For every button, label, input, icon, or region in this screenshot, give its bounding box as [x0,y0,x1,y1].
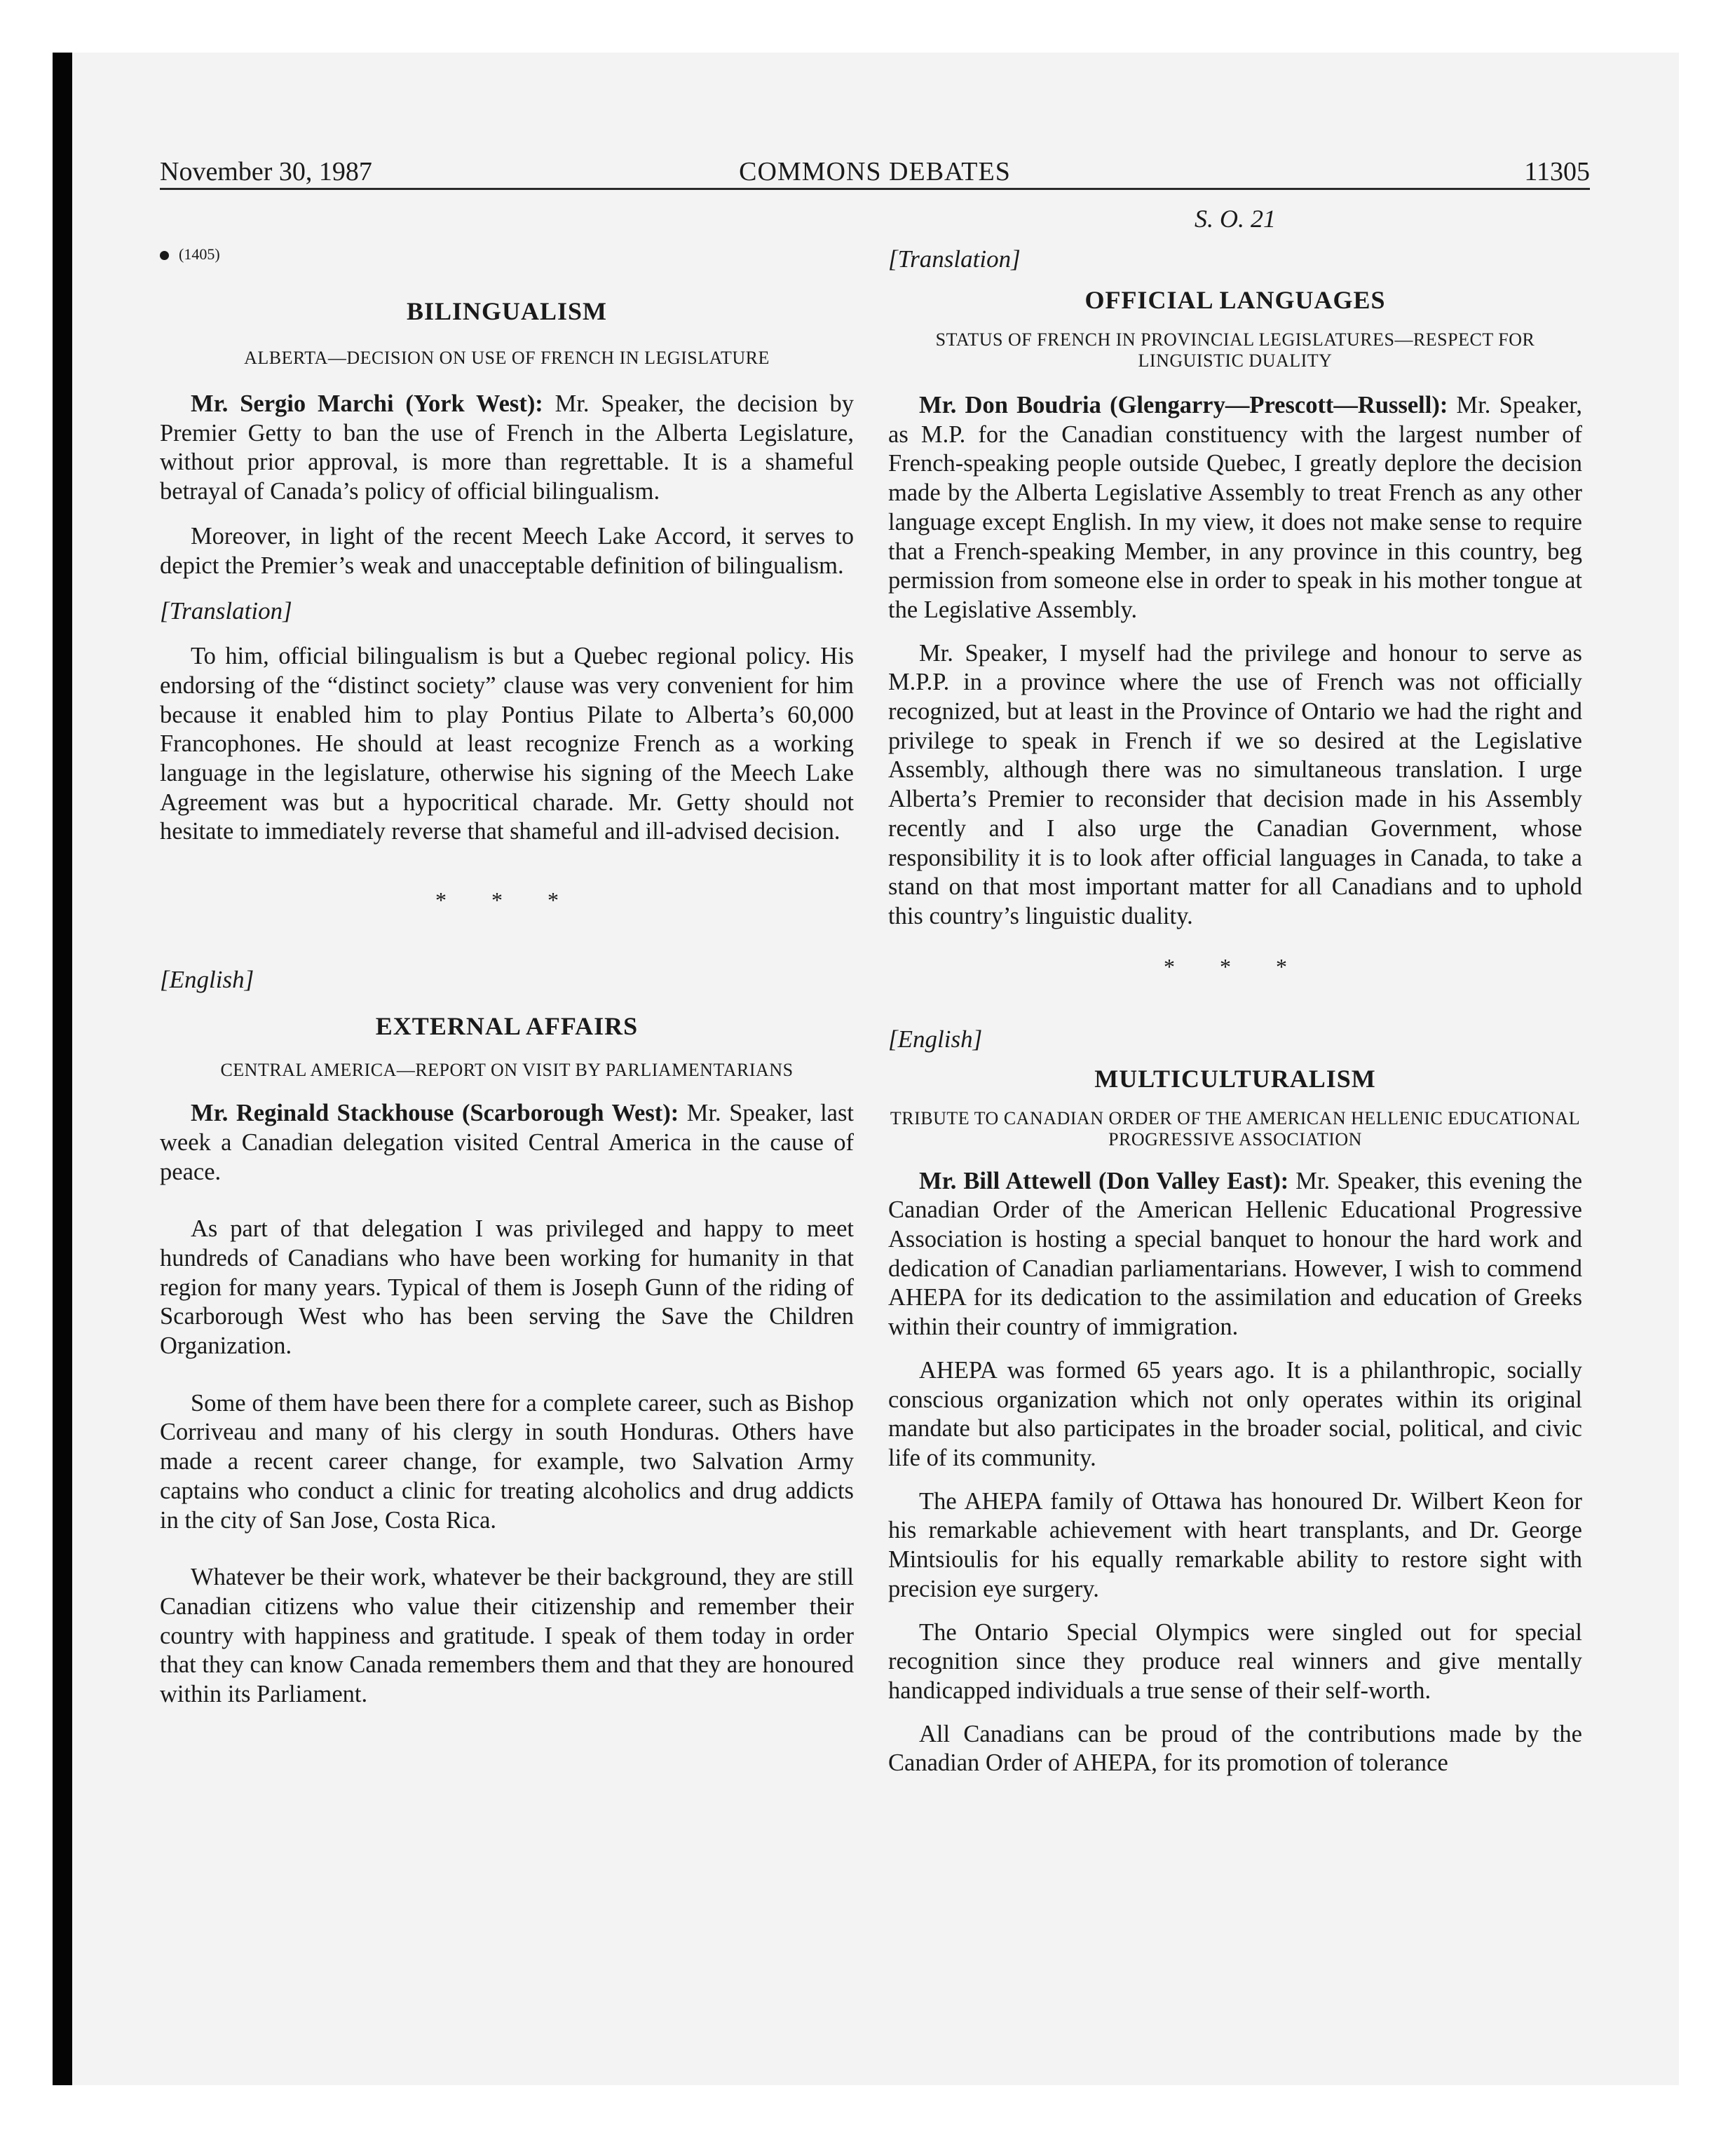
speech-paragraph [160,390,854,507]
speech-paragraph [888,1167,1582,1342]
subheading-alberta-decision: ALBERTA—DECISION ON USE OF FRENCH IN LEGISLATURE [244,348,770,368]
speech-paragraph [160,1099,854,1187]
section-heading-external-affairs: EXTERNAL AFFAIRS [375,1012,639,1041]
section-heading-multiculturalism: MULTICULTURALISM [1094,1064,1376,1093]
running-head [160,156,1590,188]
section-separator-stars: * * * [435,887,578,913]
translation-tag: [Translation] [160,597,292,625]
subheading-ahepa-tribute: TRIBUTE TO CANADIAN ORDER OF THE AMERICAN HELLENIC EDUCATIONAL PROGRESSIVE ASSOCIATION [890,1107,1581,1149]
speech-paragraph: As part of that delegation I was privileged and happy to meet hundreds of Canadians who have been working for humanity in that region for many years. Typical of them is Joseph Gunn of the riding of Scarborough West who has been serving the Save the Children Organization. [160,1215,854,1360]
header-page-number: 11305 [1524,157,1590,186]
speech-paragraph: Whatever be their work, whatever be their background, they are still Canadian citizens who value their citizenship and remember their country with happiness and gratitude. I speak of them today in order that they can know Canada remembers them and that they are honoured within its Parliament. [160,1564,854,1708]
section-separator-stars: * * * [1164,953,1307,979]
bullet-dot-icon [160,251,169,260]
speech-text: Mr. Speaker, as M.P. for the Canadian constituency with the largest number of French-speaking people outside Quebec, I greatly deplore the decision made by the Alberta Legislative Assembly to treat French as any other language except English. In my view, it does not make sense to require that a French-speaking Member, in any province in this country, beg permission from someone else in order to speak in his mother tongue at the Legislative Assembly. [888,392,1583,623]
standing-order-label: S. O. 21 [1195,205,1276,233]
speech-paragraph: The Ontario Special Olympics were singled out for special recognition since they produce real winners and give mentally handicapped individuals a true sense of their self-worth. [888,1618,1582,1704]
section-heading-bilingualism: BILINGUALISM [406,297,608,325]
speech-paragraph: All Canadians can be proud of the contributions made by the Canadian Order of AHEPA, for its promotion of tolerance [888,1720,1582,1777]
speech-paragraph [888,391,1582,625]
language-tag-english: [English] [888,1025,983,1053]
speaker-name: Mr. Bill Attewell (Don Valley East): [919,1167,1289,1194]
section-heading-official-languages: OFFICIAL LANGUAGES [1084,286,1386,314]
speaker-name: Mr. Don Boudria (Glengarry—Prescott—Russell): [919,392,1448,418]
right-column [888,203,1582,1778]
speech-paragraph: The AHEPA family of Ottawa has honoured Dr. Wilbert Keon for his remarkable achievement with heart transplants, and Dr. George Mintsioulis for his equally remarkable ability to restore sight with precision eye surgery. [888,1487,1582,1602]
speech-paragraph: To him, official bilingualism is but a Quebec regional policy. His endorsing of the “distinct society” clause was very convenient for him because it enabled him to play Pontius Pilate to Alberta’s 60,000 Francophones. He should at least recognize French as a working language in the legislature, otherwise his signing of the Meech Lake Agreement was but a hypocritical charade. Mr. Getty should not hesitate to immediately reverse that shameful and ill-advised decision. [160,643,854,845]
scan-edge-shadow [53,53,72,2085]
header-date: November 30, 1987 [160,157,372,186]
speaker-name: Mr. Reginald Stackhouse (Scarborough West): [191,1100,679,1127]
speaker-name: Mr. Sergio Marchi (York West): [191,390,543,417]
header-journal-title: COMMONS DEBATES [739,157,1011,186]
speech-paragraph: AHEPA was formed 65 years ago. It is a philanthropic, socially conscious organization which not only operates within its original mandate but also participates in the broader social, political, and civic life of its community. [888,1356,1582,1471]
speech-paragraph: Moreover, in light of the recent Meech Lake Accord, it serves to depict the Premier’s weak and unacceptable definition of bilingualism. [160,522,854,579]
speech-paragraph: Some of them have been there for a complete career, such as Bishop Corriveau and many of his clergy in south Honduras. Others have made a recent career change, for example, two Salvation Army captains who conduct a clinic for treating alcoholics and drug addicts in the city of San Jose, Costa Rica. [160,1389,854,1534]
speech-text: Mr. Speaker, this evening the Canadian Order of the American Hellenic Educational Progressive Association is hosting a special banquet to honour the hard work and dedication of Canadian parliamentarians. However, I wish to commend AHEPA for its dedication to the assimilation and education of Greeks within their country of immigration. [888,1167,1583,1341]
speech-paragraph: Mr. Speaker, I myself had the privilege and honour to serve as M.P.P. in a province where the use of French was not officially recognized, but at least in the Province of Ontario we had the right and privilege to speak in French if we so desired at the Legislative Assembly, although there was no simultaneous translation. I urge Alberta’s Premier to reconsider that decision made in his Assembly recently and I also urge the Canadian Government, whose responsibility it is to look after official languages in Canada, to take a stand on that most important matter for all Canadians and to uphold this country’s linguistic duality. [888,639,1582,929]
header-rule [160,188,1590,190]
language-tag-english: [English] [160,966,254,994]
subheading-central-america: CENTRAL AMERICA—REPORT ON VISIT BY PARLIAMENTARIANS [220,1060,794,1081]
subheading-status-of-french: STATUS OF FRENCH IN PROVINCIAL LEGISLATURES—RESPECT FOR LINGUISTIC DUALITY [935,329,1535,371]
translation-tag: [Translation] [888,245,1021,273]
speech-text: Mr. Speaker, last week a Canadian delegation visited Central America in the cause of peace. [160,1100,854,1185]
time-marker [160,244,854,265]
time-marker-label: (1405) [179,245,220,263]
speech-text: Mr. Speaker, the decision by Premier Getty to ban the use of French in the Alberta Legislature, without prior approval, is more than regrettable. It is a shameful betrayal of Canada’s policy of official bilingualism. [160,390,854,505]
left-column [160,203,854,1710]
